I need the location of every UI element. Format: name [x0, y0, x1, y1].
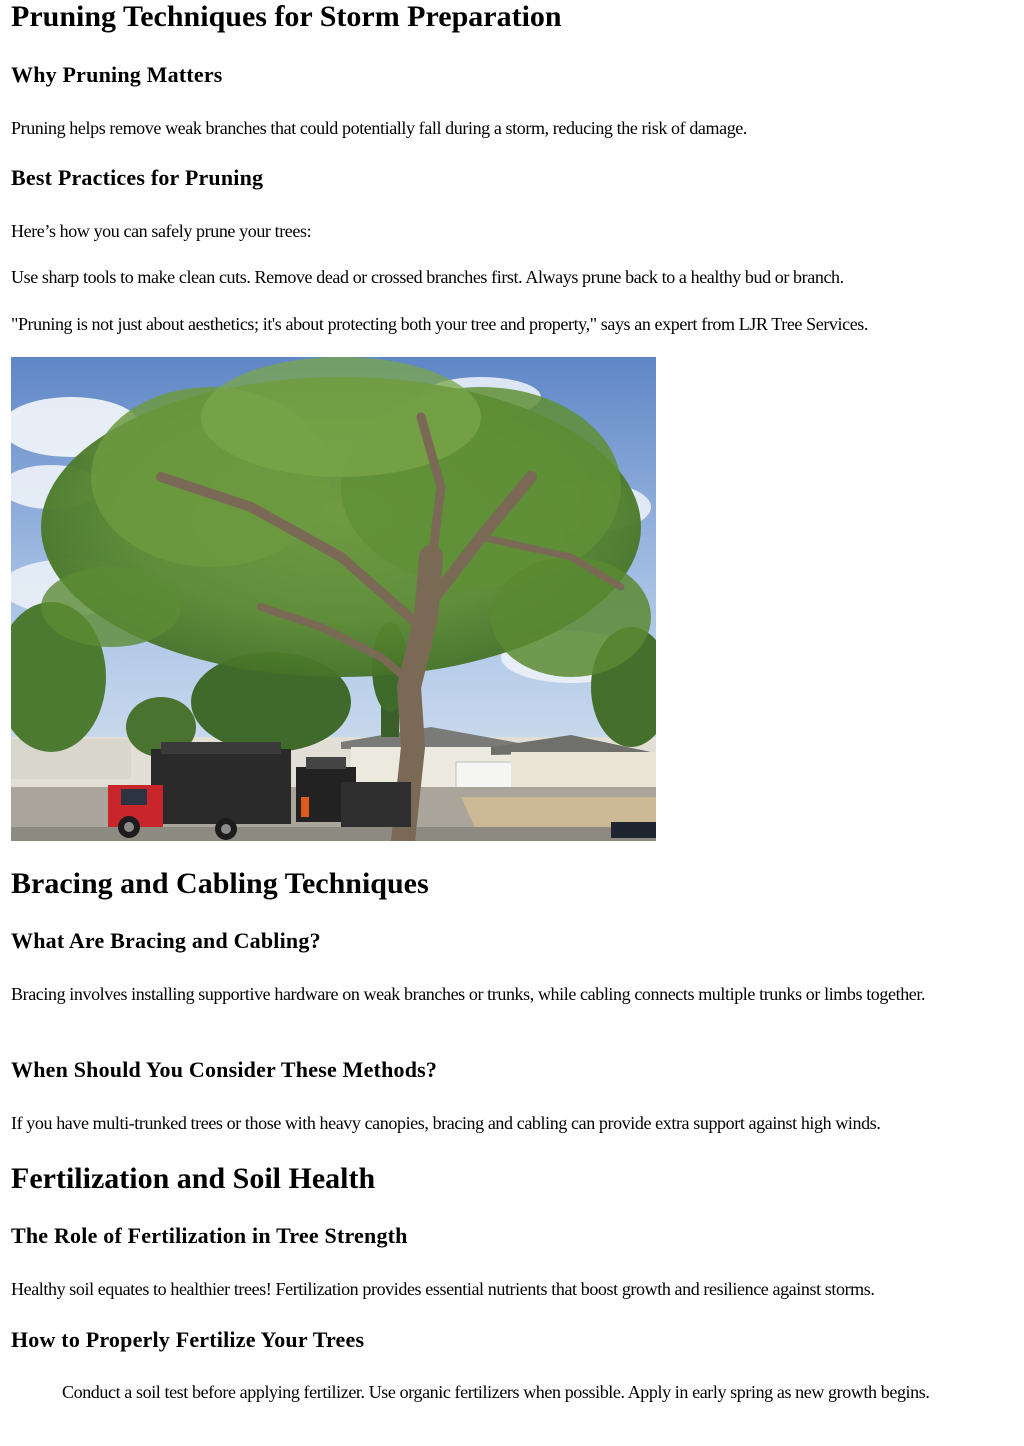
paragraph-when-consider: If you have multi-trunked trees or those with heavy canopies, bracing and cabling can provide extra support against high winds. [11, 1113, 881, 1133]
heading-when-consider: When Should You Consider These Methods? [11, 1057, 438, 1082]
heading-best-practices: Best Practices for Pruning [11, 165, 264, 190]
paragraph-best-practices-intro: Here’s how you can safely prune your trees: [11, 221, 312, 241]
tree-photo-illustration [11, 357, 656, 841]
section-title-pruning: Pruning Techniques for Storm Preparation [11, 0, 562, 33]
paragraph-expert-quote: "Pruning is not just about aesthetics; it's about protecting both your tree and property," says an expert from LJR Tree Services. [11, 314, 869, 334]
section-title-bracing: Bracing and Cabling Techniques [11, 867, 429, 900]
paragraph-what-bracing: Bracing involves installing supportive hardware on weak branches or trunks, while cabling connects multiple trunks or limbs together. [11, 984, 926, 1004]
paragraph-role-fertilization: Healthy soil equates to healthier trees! Fertilization provides essential nutrients that boost growth and resilience against storms. [11, 1279, 875, 1299]
heading-why-pruning: Why Pruning Matters [11, 62, 223, 87]
paragraph-why-pruning: Pruning helps remove weak branches that could potentially fall during a storm, reducing the risk of damage. [11, 118, 747, 138]
paragraph-best-practices-steps: Use sharp tools to make clean cuts. Remove dead or crossed branches first. Always prune back to a healthy bud or branch. [11, 267, 844, 287]
heading-what-bracing: What Are Bracing and Cabling? [11, 928, 321, 953]
section-title-fertilization: Fertilization and Soil Health [11, 1162, 376, 1195]
heading-how-fertilize: How to Properly Fertilize Your Trees [11, 1327, 365, 1352]
tree-photo [11, 357, 656, 841]
heading-role-fertilization: The Role of Fertilization in Tree Strength [11, 1223, 408, 1248]
blockquote-fertilize-steps: Conduct a soil test before applying fertilizer. Use organic fertilizers when possible. Apply in early spring as new growth begins. [62, 1382, 930, 1402]
